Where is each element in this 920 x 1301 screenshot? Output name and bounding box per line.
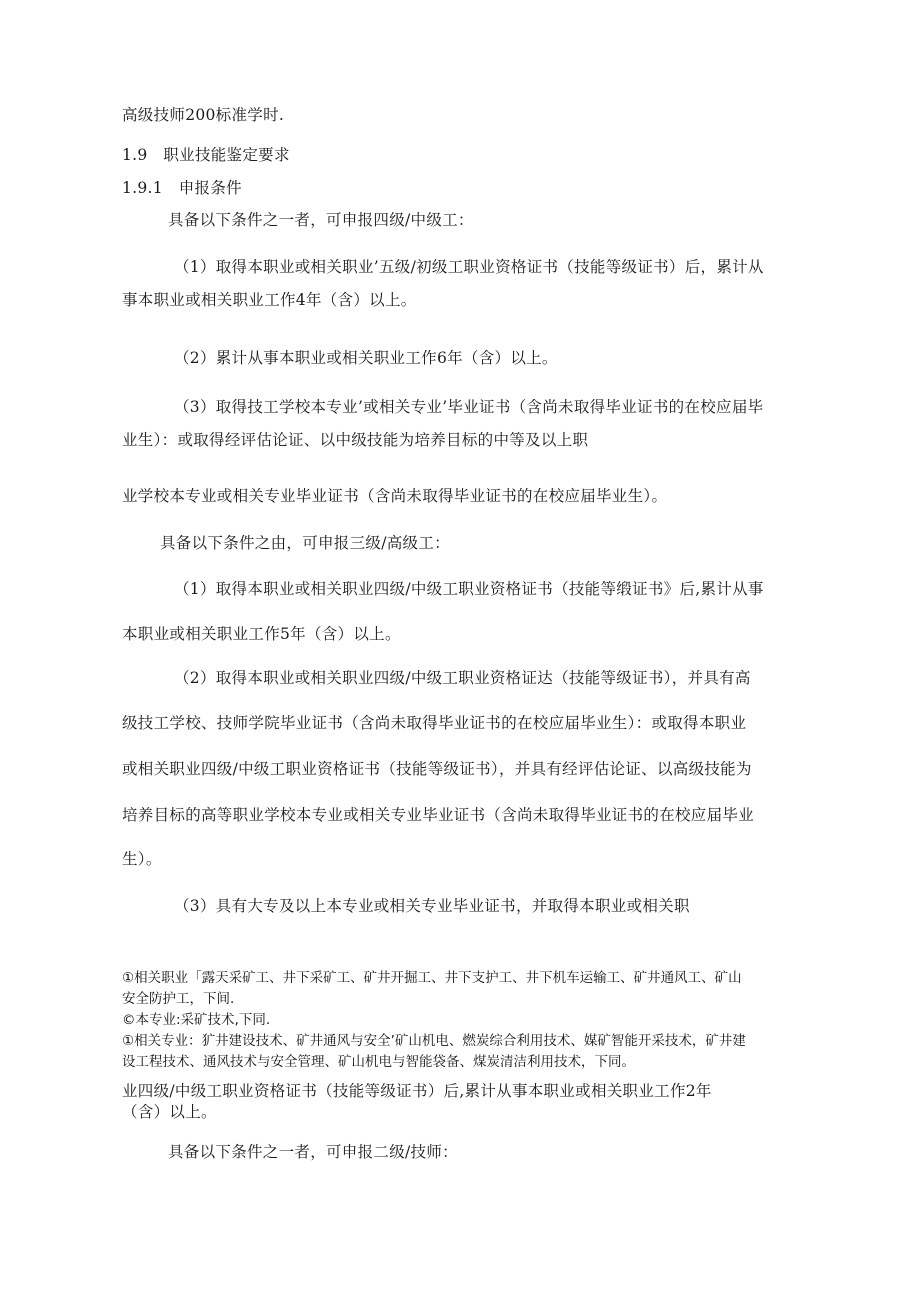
text-line: 培养目标的高等职业学校本专业或相关专业毕业证书（含尚未取得毕业证书的在校应届毕业 bbox=[122, 806, 755, 824]
text-line: （1）取得本职业或相关职业四级/中级工职业资格证书（技能等缎证书》后,累计从事 bbox=[174, 580, 764, 598]
text-line: 级技工学校、技师学院毕业证书（含尚未取得毕业证书的在校应届毕业生）：或取得本职业 bbox=[122, 714, 747, 732]
footnote-line: ©本专业:采矿技术,下同. bbox=[122, 1012, 271, 1028]
section-heading: 1.9 职业技能鉴定要求 bbox=[122, 146, 290, 164]
text-line: 具备以下条件之一者，可申报二级/技师： bbox=[168, 1143, 458, 1161]
subsection-heading: 1.9.1 申报条件 bbox=[122, 179, 242, 197]
text-line: 或相关职业四级/中级工职业资格证书（技能等级证书），并具有经评估论证、以高级技能为 bbox=[122, 760, 752, 778]
text-line: 具备以下条件之一者，可申报四级/中级工： bbox=[168, 211, 474, 229]
text-line: （1）取得本职业或相关职业’五级/初级工职业资格证书（技能等级证书）后，累计从 bbox=[174, 258, 764, 276]
text-line: 事本职业或相关职业工作4年（含）以上。 bbox=[122, 291, 417, 309]
footnote-line: ①相关职业「露天采矿工、井下采矿工、矿井开掘工、井下支护工、井下机车运输工、矿井通风工、矿山 bbox=[122, 970, 742, 986]
text-line: 本职业或相关职业工作5年（含）以上。 bbox=[122, 625, 401, 643]
footnote-line: 安全防护工，下间. bbox=[122, 991, 235, 1007]
text-line: （3）具有大专及以上本专业或相关专业毕业证书，并取得本职业或相关职 bbox=[174, 897, 690, 915]
footnote-line: ①相关专业：犷井建设技术、矿井通风与安全’矿山机电、燃炭综合利用技术、媒矿智能开采技术，矿井建 bbox=[122, 1033, 746, 1049]
text-line: 生）。 bbox=[122, 850, 162, 868]
text-line: （含）以上。 bbox=[122, 1103, 217, 1121]
text-line: 业生）：或取得经评估论证、以中级技能为培养目标的中等及以上职 bbox=[122, 431, 589, 449]
text-line: 业四级/中级工职业资格证书（技能等级证书）后,累计从事本职业或相关职业工作2年 bbox=[122, 1082, 712, 1100]
footnote-line: 设工程技术、通风技术与安全管理、矿山机电与智能袋备、煤炭清洁利用技术，下同。 bbox=[122, 1054, 635, 1070]
text-line: 业学校本专业或相关专业毕业证书（含尚未取得毕业证书的在校应届毕业生）。 bbox=[122, 487, 668, 505]
text-line: （3）取得技工学校本专业’或相关专业’毕业证书（含尚未取得毕业证书的在校应届毕 bbox=[174, 398, 764, 416]
text-line: （2）取得本职业或相关职业四级/中级工职业资格证达（技能等级证书），并具有高 bbox=[174, 669, 751, 687]
text-line: 高级技师200标准学时. bbox=[122, 106, 285, 124]
text-line: （2）累计从事本职业或相关职业工作6年（含）以上。 bbox=[174, 349, 558, 367]
text-line: 具备以下条件之由，可申报三级/高级工： bbox=[160, 534, 450, 552]
